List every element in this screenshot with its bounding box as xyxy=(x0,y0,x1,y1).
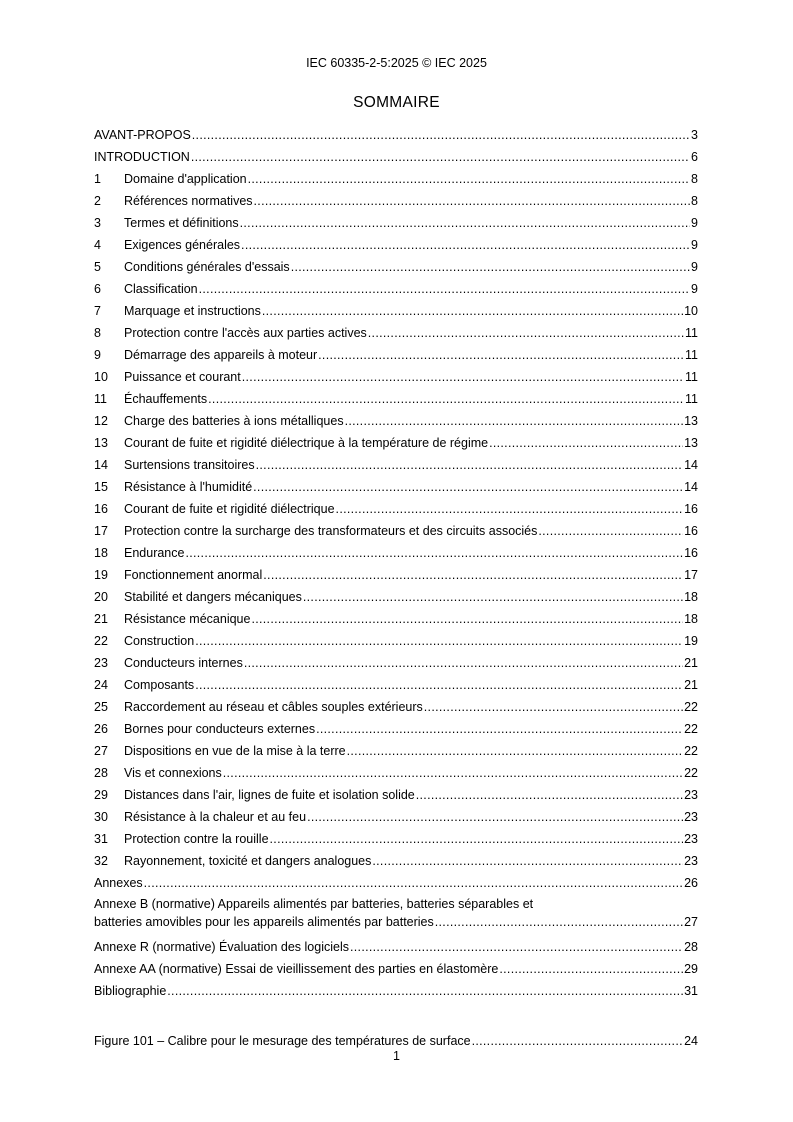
toc-entry[interactable] xyxy=(94,146,698,168)
toc-label: Résistance à la chaleur et au feu xyxy=(124,810,307,824)
toc-page: 14 xyxy=(684,458,698,472)
toc-label: Endurance xyxy=(124,546,185,560)
toc-entry[interactable] xyxy=(94,212,698,234)
toc-page: 22 xyxy=(684,722,698,736)
toc-entry[interactable] xyxy=(94,586,698,608)
toc-number: 25 xyxy=(94,700,108,714)
document-header: IEC 60335-2-5:2025 © IEC 2025 xyxy=(306,56,487,70)
toc-entry[interactable] xyxy=(94,278,698,300)
page-title: SOMMAIRE xyxy=(353,94,440,111)
leader-dots xyxy=(372,850,683,872)
toc-page: 8 xyxy=(691,172,698,186)
toc-label: Annexes xyxy=(94,876,143,890)
toc-entry[interactable] xyxy=(94,784,698,806)
toc-page: 23 xyxy=(684,832,698,846)
toc-number: 30 xyxy=(94,810,108,824)
clause-list xyxy=(94,168,698,872)
toc-label: Charge des batteries à ions métalliques xyxy=(124,414,344,428)
toc-label: Bibliographie xyxy=(94,984,167,998)
leader-dots xyxy=(538,520,683,542)
toc-entry[interactable] xyxy=(94,806,698,828)
toc-label-line2: batteries amovibles pour les appareils alimentés par batteries xyxy=(94,915,434,929)
toc-label: Termes et définitions xyxy=(124,216,239,230)
toc-entry[interactable] xyxy=(94,674,698,696)
leader-dots xyxy=(318,344,684,366)
toc-entry[interactable] xyxy=(94,454,698,476)
leader-dots xyxy=(240,212,690,234)
toc-entry[interactable] xyxy=(94,234,698,256)
toc-number: 7 xyxy=(94,304,101,318)
toc-label: Figure 101 – Calibre pour le mesurage des températures de surface xyxy=(94,1034,471,1048)
leader-dots xyxy=(262,300,683,322)
toc-page: 21 xyxy=(684,678,698,692)
toc-entry[interactable] xyxy=(94,718,698,740)
toc-page: 6 xyxy=(691,150,698,164)
toc-page: 13 xyxy=(684,436,698,450)
toc-page: 22 xyxy=(684,744,698,758)
toc-number: 1 xyxy=(94,172,101,186)
toc-page: 9 xyxy=(691,282,698,296)
toc-entry[interactable] xyxy=(94,936,698,958)
toc-number: 2 xyxy=(94,194,101,208)
toc-entry[interactable] xyxy=(94,520,698,542)
toc-page: 28 xyxy=(684,940,698,954)
leader-dots xyxy=(242,366,684,388)
toc-number: 20 xyxy=(94,590,108,604)
toc-page: 3 xyxy=(691,128,698,142)
toc-entry[interactable] xyxy=(94,542,698,564)
toc-label: Composants xyxy=(124,678,195,692)
toc-entry[interactable] xyxy=(94,388,698,410)
toc-number: 21 xyxy=(94,612,108,626)
toc-page: 18 xyxy=(684,612,698,626)
toc-page: 16 xyxy=(684,524,698,538)
toc-entry[interactable] xyxy=(94,256,698,278)
toc-label: Domaine d'application xyxy=(124,172,247,186)
toc-entry-annex-b[interactable] xyxy=(94,896,698,936)
toc-label: Puissance et courant xyxy=(124,370,241,384)
leader-dots xyxy=(248,168,690,190)
toc-page: 27 xyxy=(684,915,698,929)
leader-dots xyxy=(270,828,684,850)
toc-label-line1: Annexe B (normative) Appareils alimentés par batteries, batteries séparables et xyxy=(94,897,534,911)
toc-entry[interactable] xyxy=(94,168,698,190)
toc-label: Courant de fuite et rigidité diélectrique xyxy=(124,502,335,516)
toc-entry[interactable] xyxy=(94,828,698,850)
toc-number: 4 xyxy=(94,238,101,252)
toc-label: Construction xyxy=(124,634,195,648)
toc-page: 19 xyxy=(684,634,698,648)
toc-page: 8 xyxy=(691,194,698,208)
leader-dots xyxy=(499,958,683,980)
toc-page: 14 xyxy=(684,480,698,494)
toc-number: 24 xyxy=(94,678,108,692)
toc-page: 23 xyxy=(684,810,698,824)
toc-number: 8 xyxy=(94,326,101,340)
toc-page: 23 xyxy=(684,854,698,868)
toc-page: 16 xyxy=(684,502,698,516)
toc-entry[interactable] xyxy=(94,322,698,344)
toc-label: Stabilité et dangers mécaniques xyxy=(124,590,302,604)
toc-label: Protection contre l'accès aux parties actives xyxy=(124,326,367,340)
toc-page: 11 xyxy=(685,326,698,340)
toc-entry[interactable] xyxy=(94,652,698,674)
toc-entry[interactable] xyxy=(94,344,698,366)
toc-entry[interactable] xyxy=(94,124,698,146)
leader-dots xyxy=(167,980,683,1002)
toc-page: 11 xyxy=(685,392,698,406)
leader-dots xyxy=(416,784,683,806)
toc-label: Distances dans l'air, lignes de fuite et isolation solide xyxy=(124,788,415,802)
leader-dots xyxy=(336,498,684,520)
leader-dots xyxy=(253,476,683,498)
leader-dots xyxy=(368,322,684,344)
toc-label: Résistance à l'humidité xyxy=(124,480,253,494)
toc-label: Protection contre la rouille xyxy=(124,832,269,846)
toc-number: 10 xyxy=(94,370,108,384)
toc-label: Dispositions en vue de la mise à la terre xyxy=(124,744,346,758)
toc-label: Raccordement au réseau et câbles souples extérieurs xyxy=(124,700,423,714)
toc-label: Fonctionnement anormal xyxy=(124,568,263,582)
toc-label: Marquage et instructions xyxy=(124,304,261,318)
toc-label: Annexe AA (normative) Essai de vieillissement des parties en élastomère xyxy=(94,962,499,976)
toc-number: 22 xyxy=(94,634,108,648)
leader-dots xyxy=(195,674,683,696)
toc-label: Vis et connexions xyxy=(124,766,222,780)
toc-label: Classification xyxy=(124,282,198,296)
toc-number: 27 xyxy=(94,744,108,758)
toc-number: 18 xyxy=(94,546,108,560)
toc-label: Conducteurs internes xyxy=(124,656,243,670)
leader-dots xyxy=(424,696,683,718)
annex-list xyxy=(94,936,698,1002)
toc-entry[interactable] xyxy=(94,980,698,1002)
leader-dots xyxy=(350,936,683,958)
leader-dots xyxy=(316,718,683,740)
table-of-contents xyxy=(94,124,698,1052)
toc-number: 15 xyxy=(94,480,108,494)
toc-page: 17 xyxy=(684,568,698,582)
leader-dots xyxy=(144,872,683,894)
toc-number: 23 xyxy=(94,656,108,670)
toc-label: Références normatives xyxy=(124,194,253,208)
toc-page: 21 xyxy=(684,656,698,670)
toc-label: Échauffements xyxy=(124,392,208,406)
leader-dots xyxy=(251,608,683,630)
toc-entry[interactable] xyxy=(94,740,698,762)
leader-dots xyxy=(223,762,683,784)
toc-number: 31 xyxy=(94,832,108,846)
leader-dots xyxy=(303,586,683,608)
toc-number: 29 xyxy=(94,788,108,802)
toc-number: 28 xyxy=(94,766,108,780)
toc-entry[interactable] xyxy=(94,432,698,454)
toc-label: Rayonnement, toxicité et dangers analogues xyxy=(124,854,372,868)
toc-label: Résistance mécanique xyxy=(124,612,251,626)
leader-dots xyxy=(256,454,683,476)
toc-number: 17 xyxy=(94,524,108,538)
toc-number: 13 xyxy=(94,436,108,450)
leader-dots xyxy=(435,912,683,932)
toc-page: 16 xyxy=(684,546,698,560)
toc-number: 3 xyxy=(94,216,101,230)
toc-entry[interactable] xyxy=(94,608,698,630)
leader-dots xyxy=(263,564,683,586)
toc-entry[interactable] xyxy=(94,630,698,652)
toc-label: Conditions générales d'essais xyxy=(124,260,290,274)
toc-page: 23 xyxy=(684,788,698,802)
toc-label: Exigences générales xyxy=(124,238,241,252)
toc-number: 16 xyxy=(94,502,108,516)
toc-page: 9 xyxy=(691,260,698,274)
toc-entry[interactable] xyxy=(94,564,698,586)
toc-number: 14 xyxy=(94,458,108,472)
toc-label: INTRODUCTION xyxy=(94,150,190,164)
toc-page: 10 xyxy=(684,304,698,318)
toc-entry[interactable] xyxy=(94,366,698,388)
toc-page: 24 xyxy=(684,1034,698,1048)
leader-dots xyxy=(291,256,690,278)
toc-entry[interactable] xyxy=(94,190,698,212)
toc-page: 9 xyxy=(691,238,698,252)
toc-number: 32 xyxy=(94,854,108,868)
front-matter-list xyxy=(94,124,698,168)
leader-dots xyxy=(244,652,683,674)
toc-label: Courant de fuite et rigidité diélectrique à la température de régime xyxy=(124,436,489,450)
leader-dots xyxy=(345,410,684,432)
toc-label: Protection contre la surcharge des transformateurs et des circuits associés xyxy=(124,524,538,538)
toc-entry[interactable] xyxy=(94,300,698,322)
toc-entry[interactable] xyxy=(94,410,698,432)
leader-dots xyxy=(489,432,683,454)
toc-entry[interactable] xyxy=(94,476,698,498)
toc-page: 11 xyxy=(685,370,698,384)
toc-number: 11 xyxy=(94,392,107,406)
toc-number: 6 xyxy=(94,282,101,296)
toc-number: 12 xyxy=(94,414,108,428)
toc-page: 11 xyxy=(685,348,698,362)
leader-dots xyxy=(254,190,691,212)
toc-page: 22 xyxy=(684,766,698,780)
toc-page: 22 xyxy=(684,700,698,714)
toc-number: 26 xyxy=(94,722,108,736)
toc-label: AVANT-PROPOS xyxy=(94,128,191,142)
toc-entry-annexes[interactable] xyxy=(94,872,698,894)
leader-dots xyxy=(192,124,690,146)
leader-dots xyxy=(195,630,683,652)
toc-entry[interactable] xyxy=(94,696,698,718)
toc-page: 13 xyxy=(684,414,698,428)
toc-page: 18 xyxy=(684,590,698,604)
leader-dots xyxy=(199,278,690,300)
toc-entry[interactable] xyxy=(94,958,698,980)
toc-entry[interactable] xyxy=(94,498,698,520)
toc-label: Bornes pour conducteurs externes xyxy=(124,722,316,736)
toc-page: 26 xyxy=(684,876,698,890)
leader-dots xyxy=(191,146,690,168)
toc-label: Annexe R (normative) Évaluation des logiciels xyxy=(94,940,349,954)
toc-page: 31 xyxy=(684,984,698,998)
leader-dots xyxy=(208,388,684,410)
toc-entry[interactable] xyxy=(94,762,698,784)
toc-number: 9 xyxy=(94,348,101,362)
toc-number: 19 xyxy=(94,568,108,582)
toc-number: 5 xyxy=(94,260,101,274)
page-number: 1 xyxy=(393,1049,400,1063)
toc-entry[interactable] xyxy=(94,850,698,872)
leader-dots xyxy=(241,234,690,256)
leader-dots xyxy=(347,740,683,762)
leader-dots xyxy=(307,806,683,828)
leader-dots xyxy=(185,542,683,564)
toc-label: Surtensions transitoires xyxy=(124,458,255,472)
toc-page: 9 xyxy=(691,216,698,230)
toc-page: 29 xyxy=(684,962,698,976)
toc-label: Démarrage des appareils à moteur xyxy=(124,348,318,362)
